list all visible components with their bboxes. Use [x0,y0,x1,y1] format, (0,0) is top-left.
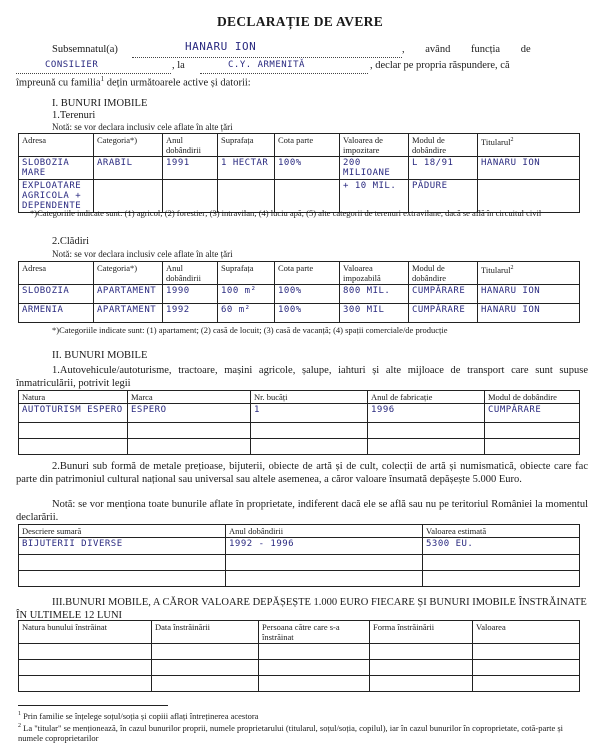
table-row [19,285,580,304]
col-modul: Modul de dobândire [409,134,478,157]
cladiri-note: Notă: se vor declara inclusiv cele aflate în alte țări [52,249,233,259]
familie-line: împreună cu familia$^1$ dețin următoarele active și datorii: [16,75,251,89]
cell: 1992 - 1996 [226,538,423,555]
cell: 1996 [368,404,485,423]
auto-table [18,390,580,455]
footnote-2: $^2$ La "titular" se menționează, în cazul bunurilor proprii, numele proprietarului (titularul, soțul/soția, copilul), iar în cazul bunurilor în coproprietate, cotă-parte și numele coproprietarilor [18,722,564,743]
cladiri-table [18,261,580,323]
col-descriere: Descriere sumară [19,525,226,538]
cell: 100% [275,304,340,323]
cell: 1991 [163,157,218,180]
col-suprafata: Suprafața [218,134,275,157]
table-row [19,439,580,455]
table-row [19,304,580,323]
col-adresa: Adresa [19,262,94,285]
table-row [19,644,580,660]
bijuterii-table [18,524,580,587]
sec3-heading: III.BUNURI MOBILE, A CĂROR VALOARE DEPĂȘEȘTE 1.000 EURO FIECARE ȘI BUNURI IMOBILE ÎNSTRĂINATE ÎN ULTIMELE 12 LUNI [16,597,587,621]
cell: 1 HECTAR [218,157,275,180]
terenuri-heading: 1.Terenuri [52,110,96,121]
cell: APARTAMENT [94,285,163,304]
table-row [19,571,580,587]
sec2-heading: II. BUNURI MOBILE [52,350,148,361]
table-row [19,404,580,423]
col-valoarea: Valoarea impozabilă [340,262,409,285]
col-adresa: Adresa [19,134,94,157]
functia-line [16,73,171,74]
col-cota: Cota parte [275,134,340,157]
cell: 100 m² [218,285,275,304]
table-header-row [19,525,580,538]
cell: CUMPĂRARE [485,404,580,423]
col-data: Data înstrăinării [152,621,259,644]
table-row [19,555,580,571]
cell: 100% [275,157,340,180]
col-persoana: Persoana către care s-a înstrăinat [259,621,370,644]
table-row [19,676,580,692]
institutia-value: C.Y. ARMENITĂ [228,60,305,70]
cell: 800 MIL. [340,285,409,304]
cell: HANARU ION [478,285,580,304]
institutia-line [200,73,368,74]
instrainate-table [18,620,580,692]
terenuri-table [18,133,580,213]
col-forma: Forma înstrăinării [370,621,473,644]
col-natura: Natura bunului înstrăinat [19,621,152,644]
cell: CUMPĂRARE [409,304,478,323]
cell: ARABIL [94,157,163,180]
la-label: , la [172,60,185,71]
cell: 1990 [163,285,218,304]
functia-value: CONSILIER [45,60,99,70]
cell: 1 [251,404,368,423]
cell: L 18/91 [409,157,478,180]
sec2-p2: 2.Bunuri sub formă de metale prețioase, bijuterii, obiecte de artă și de cult, colecții de artă și numismatică, obiecte care fac parte din patrimoniul cultural național sau universal sau altele asemenea, a căror valoare însumată depășește 5.000 Euro. [16,461,588,485]
terenuri-note: Notă: se vor declara inclusiv cele aflate în alte țări [52,122,233,132]
footnote-1: $^1$ Prin familie se înțelege soțul/soția și copiii aflați întreținerea acestora [18,710,259,721]
cell: 200 MILIOANE [340,157,409,180]
declarant-name: HANARU ION [185,40,257,53]
cell: 100% [275,285,340,304]
col-natura: Natura [19,391,128,404]
cell: + 10 MIL. [340,180,409,213]
col-categoria: Categoria*) [94,262,163,285]
cell: 60 m² [218,304,275,323]
cell: CUMPĂRARE [409,285,478,304]
col-valoarea: Valoarea estimată [423,525,580,538]
col-modul: Modul de dobândire [409,262,478,285]
document-title: DECLARAȚIE DE AVERE [217,14,383,29]
cell: SLOBOZIA MARE [19,157,94,180]
cell: 1992 [163,304,218,323]
table-header-row [19,391,580,404]
col-anul: Anul dobândirii [226,525,423,538]
cell: ESPERO [128,404,251,423]
table-row [19,423,580,439]
subsemnatul-label: Subsemnatul(a) [52,44,118,55]
footnote-divider [18,705,168,706]
col-valoarea: Valoarea de impozitare [340,134,409,157]
sec1-heading: I. BUNURI IMOBILE [52,98,148,109]
table-row [19,157,580,180]
table-header-row [19,262,580,285]
col-anul: Anul dobândirii [163,134,218,157]
cell: ARMENIA [19,304,94,323]
cladiri-heading: 2.Clădiri [52,236,90,247]
col-titularul: Titularul$^2$ [478,262,580,285]
table-header-row [19,134,580,157]
table-row [19,538,580,555]
col-titularul: Titularul$^2$ [478,134,580,157]
cell: EXPLOATARE AGRICOLA + DEPENDENTE [19,180,94,213]
terenuri-footnote: *)Categoriile indicate sunt: (1) agricol; (2) forestier; (3) intravilan; (4) luciu apă; (5) alte categorii de terenuri extravilane, dacă se află în circuitul civil [30,208,542,218]
cell: AUTOTURISM ESPERO [19,404,128,423]
col-suprafata: Suprafața [218,262,275,285]
declar-label: , declar pe propria răspundere, că [370,60,510,71]
table-row [19,660,580,676]
cell: SLOBOZIA [19,285,94,304]
avand-label: , având funcția de [402,44,531,55]
cladiri-footnote: *)Categoriile indicate sunt: (1) apartament; (2) casă de locuit; (3) casă de vacanță; (4) spații comerciale/de producție [52,325,448,335]
table-header-row [19,621,580,644]
sec2-p1: 1.Autovehicule/autoturisme, tractoare, mașini agricole, șalupe, iahturi și alte mijloace de transport care sunt supuse înmatriculării, potrivit legii [16,365,588,389]
cell: HANARU ION [478,304,580,323]
cell: APARTAMENT [94,304,163,323]
col-valoarea: Valoarea [473,621,580,644]
cell: PĂDURE [409,180,478,213]
col-marca: Marca [128,391,251,404]
name-line [132,57,402,58]
sec2-p2-note: Notă: se vor menționa toate bunurile aflate în proprietate, indiferent dacă ele se află sau nu pe teritoriul României la momentul declarării. [16,499,588,523]
col-anul-fabricatie: Anul de fabricație [368,391,485,404]
cell: 5300 EU. [423,538,580,555]
col-modul: Modul de dobândire [485,391,580,404]
col-categoria: Categoria*) [94,134,163,157]
cell: HANARU ION [478,157,580,180]
col-nr-bucati: Nr. bucăți [251,391,368,404]
col-anul: Anul dobândirii [163,262,218,285]
cell: 300 MIL [340,304,409,323]
cell: BIJUTERII DIVERSE [19,538,226,555]
col-cota: Cota parte [275,262,340,285]
